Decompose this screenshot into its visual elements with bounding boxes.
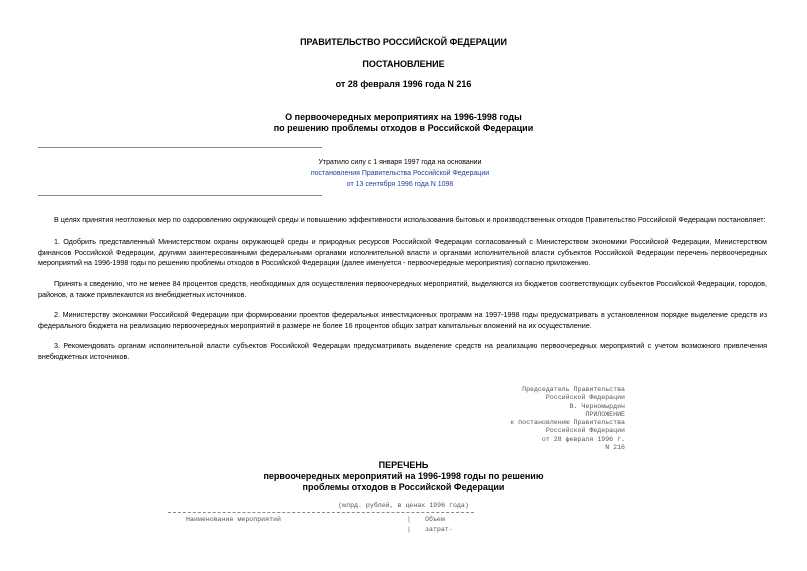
paragraph-2: 2. Министерству экономики Российской Федерации при формировании проектов федеральных инвестиционных программ на 1997-1998 годы предусматривать в установленном порядке выделение средств из федерального бюджета на реализацию первоочередных мероприятий в размере не более 16 процентов общих затрат капитальных вложений на их осуществление. xyxy=(38,310,767,330)
bottom-divider xyxy=(38,195,322,196)
table-column-cost-cont: затрат- xyxy=(425,526,453,533)
appendix-label: ПРИЛОЖЕНИЕ xyxy=(585,410,625,418)
appendix-reference-1: к постановлению Правительства xyxy=(510,419,625,427)
paragraph-1-note: Принять к сведению, что не менее 84 процентов средств, необходимых для осуществления первоочередных мероприятий, выделяются из бюджетов соответствующих субъектов Российской Федерации, городов, районов, а также привлекаются из внебюджетных источников. xyxy=(38,279,767,299)
units-note: (млрд. рублей, в ценах 1996 года) xyxy=(338,502,469,509)
signature-position: Председатель Правительства xyxy=(522,386,625,393)
appendix-reference-2: Российской Федерации xyxy=(545,427,625,435)
government-heading: ПРАВИТЕЛЬСТВО РОССИЙСКОЙ ФЕДЕРАЦИИ xyxy=(300,37,507,47)
repeal-document-link-date[interactable]: от 13 сентября 1996 года N 1098 xyxy=(346,181,454,188)
repeal-document-link[interactable]: постановления Правительства Российской Федерации xyxy=(310,170,490,177)
paragraph-1: 1. Одобрить представленный Министерством охраны окружающей среды и природных ресурсов Российской Федерации согласованный с Министерством экономики Российской Федерации, Министерством финансов Российской Федерации, другими заинтересованными федеральными органами исполнительной власти и органами исполнительной власти субъектов Российской Федерации перечень первоочередных мероприятий на 1996-1998 годы по решению проблемы отходов в Российской Федерации (далее именуется - первоочередные мероприятия) согласно приложению. xyxy=(38,237,767,268)
appendix-title: ПЕРЕЧЕНЬ xyxy=(378,460,429,470)
appendix-reference-number: N 216 xyxy=(605,444,625,452)
table-top-rule xyxy=(168,512,474,513)
document-type-heading: ПОСТАНОВЛЕНИЕ xyxy=(362,59,445,69)
table-column-separator-2: | xyxy=(407,526,411,533)
signature-organization: Российской Федерации xyxy=(545,394,625,402)
status-note xyxy=(300,157,500,190)
appendix-reference-date: от 28 февраля 1996 г. xyxy=(541,435,625,443)
appendix-subtitle-2: проблемы отходов в Российской Федерации xyxy=(302,482,505,492)
intro-paragraph: В целях принятия неотложных мер по оздоровлению окружающей среды и повышению эффективности использования бытовых и производственных отходов Правительство Российской Федерации постановляет: xyxy=(54,215,766,224)
signature-name: В. Черномырдин xyxy=(569,402,625,410)
document-title-line-1: О первоочередных мероприятиях на 1996-1998 годы xyxy=(285,112,522,122)
document-title-line-2: по решению проблемы отходов в Российской Федерации xyxy=(273,123,534,133)
document-date-number: от 28 февраля 1996 года N 216 xyxy=(335,79,472,89)
signature-block xyxy=(470,386,625,452)
status-note-text: Утратило силу с 1 января 1997 года на основании xyxy=(318,159,482,166)
table-column-separator: | xyxy=(407,516,411,523)
table-column-cost: Объем xyxy=(425,516,445,523)
top-divider xyxy=(38,147,322,148)
paragraph-3: 3. Рекомендовать органам исполнительной власти субъектов Российской Федерации предусматривать выделение средств на реализацию первоочередных мероприятий с учетом возможного привлечения внебюджетных источников. xyxy=(38,341,767,361)
table-column-name: Наименование мероприятий xyxy=(186,516,281,523)
appendix-subtitle-1: первоочередных мероприятий на 1996-1998 годы по решению xyxy=(263,471,544,481)
